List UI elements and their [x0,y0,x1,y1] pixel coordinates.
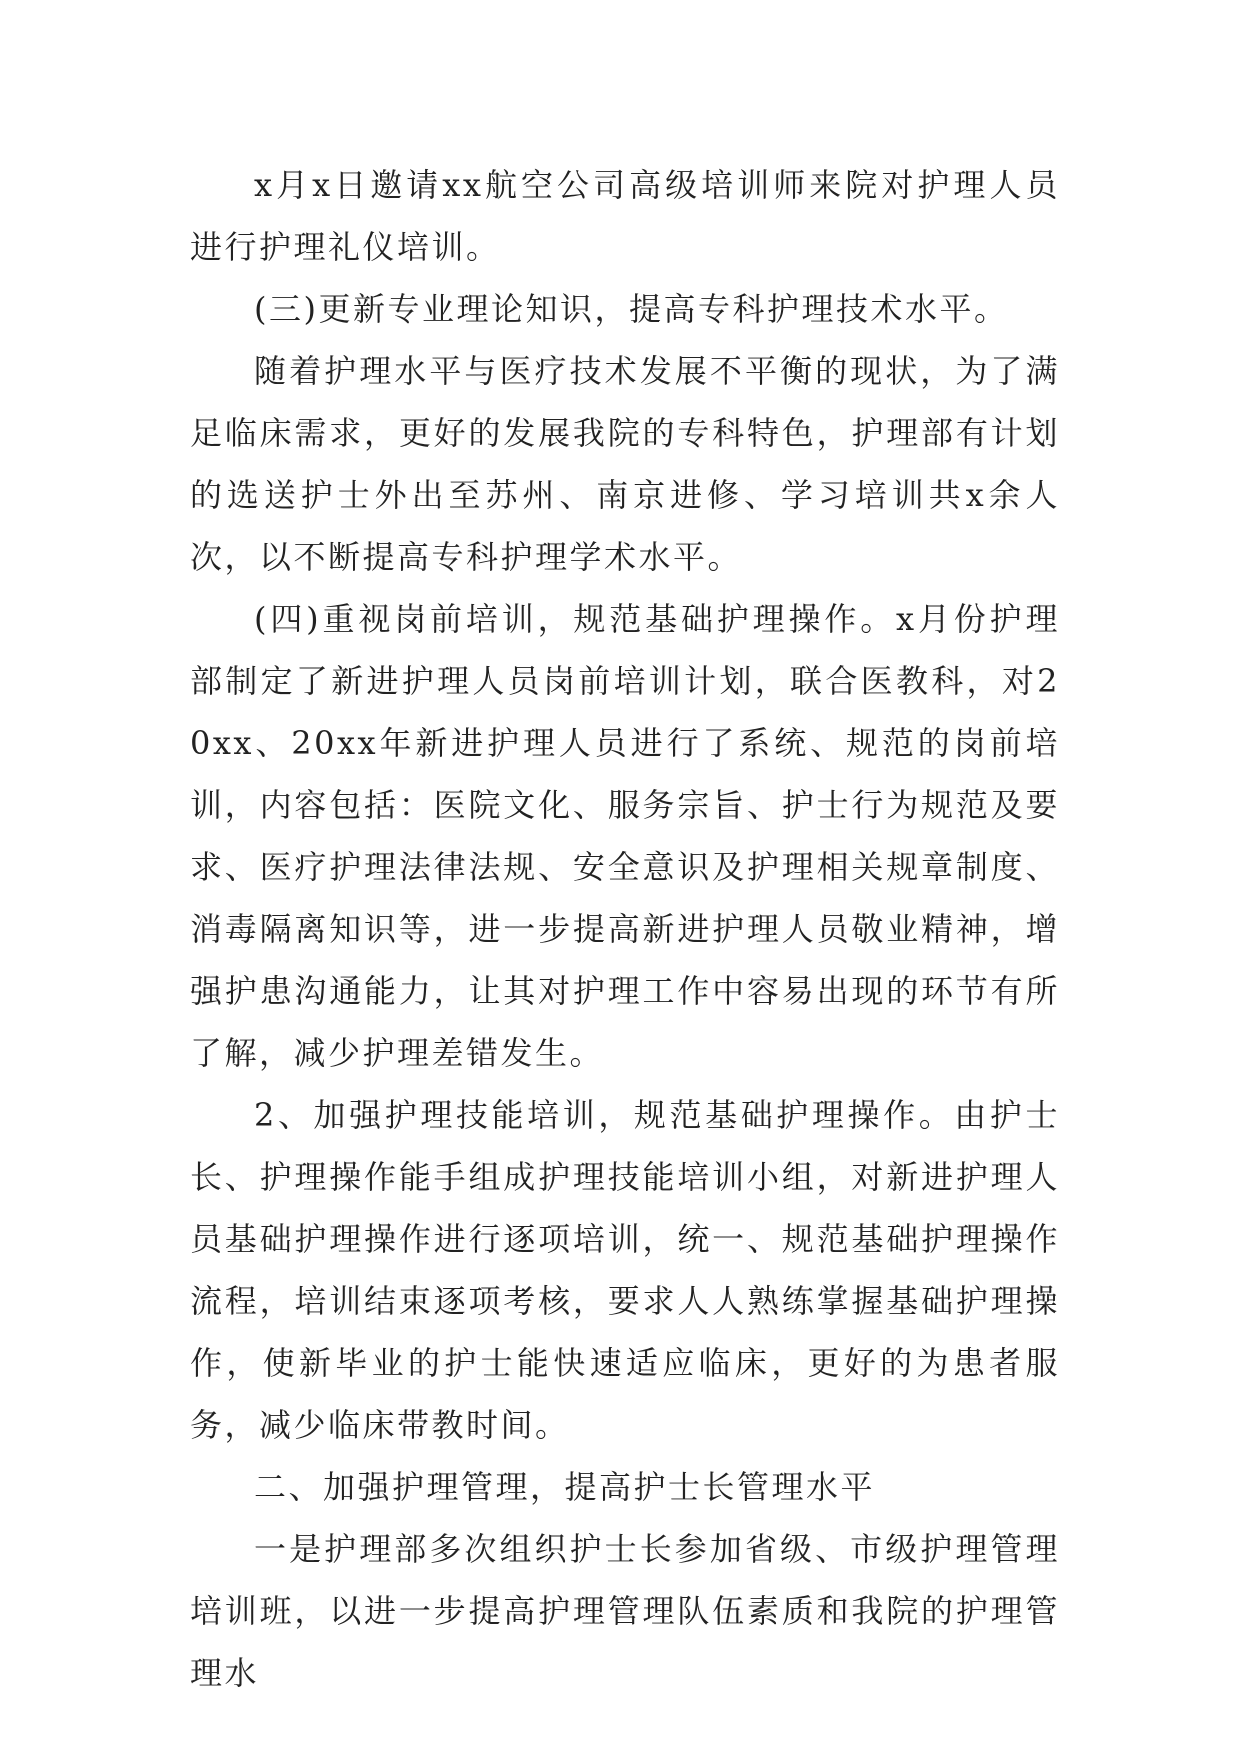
paragraph-etiquette-training: x月x日邀请xx航空公司高级培训师来院对护理人员进行护理礼仪培训。 [190,166,1060,266]
paragraph-heading-4: (四)重视岗前培训，规范基础护理操作。x月份护理部制定了新进护理人员岗前培训计划，联合医教科，对20xx、20xx年新进护理人员进行了系统、规范的岗前培训，内容包括：医院文化、服务宗旨、护士行为规范及要求、医疗护理法律法规、安全意识及护理相关规章制度、消毒隔离知识等，进一步提高新进护理人员敬业精神，增强护患沟通能力，让其对护理工作中容易出现的环节有所了解，减少护理差错发生。 [190,600,1060,1072]
paragraph-section-2-heading: 二、加强护理管理，提高护士长管理水平 [254,1468,876,1506]
document-body [190,154,1060,1704]
paragraph-specialty-training: 随着护理水平与医疗技术发展不平衡的现状，为了满足临床需求，更好的发展我院的专科特色，护理部有计划的选送护士外出至苏州、南京进修、学习培训共x余人次，以不断提高专科护理学术水平。 [190,352,1060,576]
paragraph-management-training: 一是护理部多次组织护士长参加省级、市级护理管理培训班，以进一步提高护理管理队伍素质和我院的护理管理水 [190,1530,1060,1692]
paragraph-skills-training: 2、加强护理技能培训，规范基础护理操作。由护士长、护理操作能手组成护理技能培训小组，对新进护理人员基础护理操作进行逐项培训，统一、规范基础护理操作流程，培训结束逐项考核，要求人人熟练掌握基础护理操作，使新毕业的护士能快速适应临床，更好的为患者服务，减少临床带教时间。 [190,1096,1060,1444]
paragraph-heading-3: (三)更新专业理论知识，提高专科护理技术水平。 [254,290,1009,328]
